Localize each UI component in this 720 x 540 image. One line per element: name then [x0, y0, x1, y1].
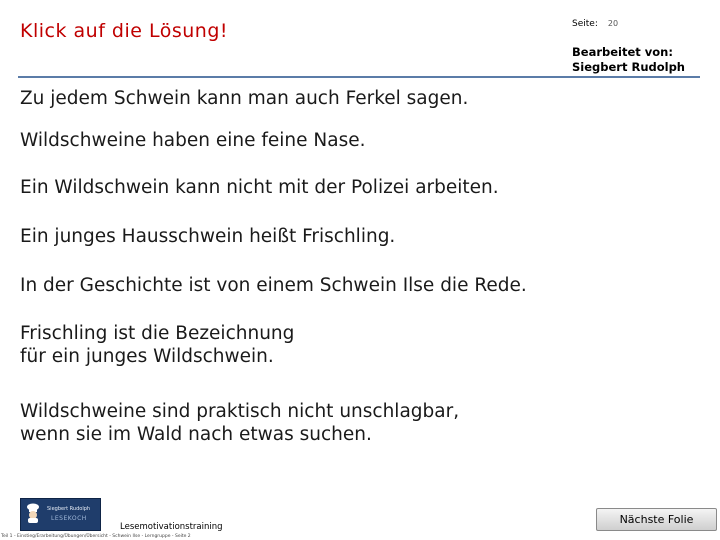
answer-option-2[interactable] [20, 129, 365, 152]
answer-option-4[interactable] [20, 225, 395, 248]
logo-text-line1: Siegbert Rudolph [47, 506, 91, 512]
answer-option-text: Ein junges Hausschwein heißt Frischling. [20, 226, 396, 247]
page-number [572, 19, 618, 29]
answer-option-text: Zu jedem Schwein kann man auch Ferkel sagen. [20, 88, 469, 109]
answer-option-6[interactable] [20, 322, 294, 368]
leskoch-logo [20, 498, 101, 531]
answer-option-text: Wildschweine haben eine feine Nase. [20, 130, 366, 151]
next-slide-button[interactable]: Nächste Folie [596, 508, 717, 531]
answer-option-text: Frischling ist die Bezeichnung [20, 323, 295, 344]
answer-option-text: für ein junges Wildschwein. [20, 346, 274, 367]
answer-option-text: Wildschweine sind praktisch nicht unschlagbar, [20, 401, 460, 422]
page-number-label: Seite: [572, 19, 598, 29]
page-number-value: 20 [607, 19, 619, 28]
author-label: Bearbeitet von: [572, 45, 673, 59]
answer-option-text: wenn sie im Wald nach etwas suchen. [20, 424, 372, 445]
answer-option-3[interactable] [20, 176, 499, 199]
chef-mascot-icon [25, 503, 41, 523]
header-divider [18, 76, 700, 78]
answer-option-5[interactable] [20, 274, 527, 297]
page-title: Klick auf die Lösung! [20, 20, 229, 42]
author-name: Siegbert Rudolph [572, 60, 685, 74]
answer-option-text: Ein Wildschwein kann nicht mit der Polizei arbeiten. [20, 177, 499, 198]
footer-file-path: Teil 1 - Einstieg/Erarbeitung/Übungen/Übersicht - Schwein Ilse - Lerngruppe - Seite 2 [1, 534, 191, 539]
logo-text-line2: LESEKOCH [51, 515, 87, 522]
answer-option-text: In der Geschichte ist von einem Schwein Ilse die Rede. [20, 275, 527, 296]
answer-option-1[interactable] [20, 87, 468, 110]
footer-label: Lesemotivationstraining [120, 522, 223, 532]
author-block [572, 45, 685, 75]
answer-option-7[interactable] [20, 400, 459, 446]
